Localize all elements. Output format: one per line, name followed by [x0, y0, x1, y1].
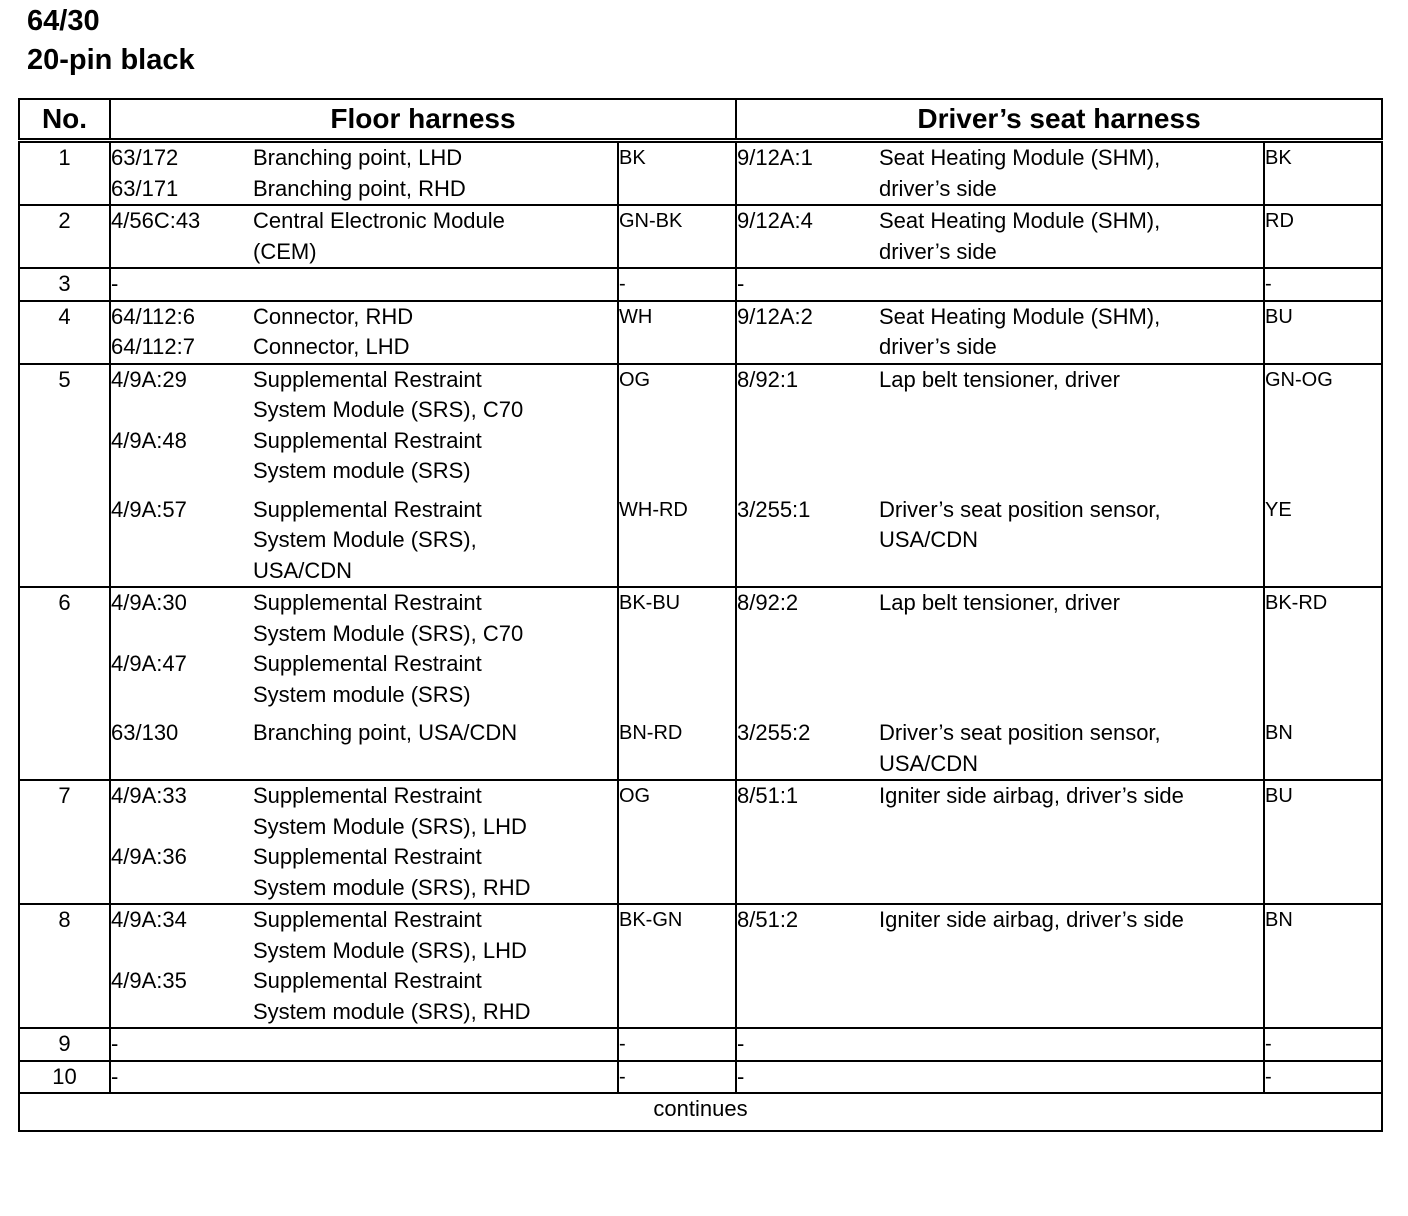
- floor-component-code: 4/9A:34: [111, 907, 187, 932]
- floor-wire-color: BK-GN: [619, 909, 683, 931]
- connector-id: 64/30: [27, 5, 100, 37]
- pin-row: [19, 364, 1382, 588]
- pin-number: 7: [19, 780, 110, 904]
- floor-component-cell: [110, 141, 253, 206]
- driver-component-description: Igniter side airbag, driver’s side: [879, 783, 1184, 808]
- floor-component-code: 4/9A:30: [111, 590, 187, 615]
- floor-component-code: 64/112:6: [111, 303, 196, 329]
- driver-component-cell: [736, 1061, 879, 1094]
- floor-component-description: Supplemental Restraint: [253, 783, 482, 808]
- driver-component-code: -: [737, 271, 745, 296]
- driver-component-description: Lap belt tensioner, driver: [879, 590, 1120, 615]
- driver-component-description: USA/CDN: [879, 750, 979, 776]
- floor-component-description: System module (SRS), RHD: [253, 998, 531, 1024]
- driver-wire-color-cell: [1264, 205, 1382, 268]
- driver-component-code: -: [737, 1063, 745, 1089]
- column-header-drivers-seat-harness: Driver’s seat harness: [736, 99, 1382, 141]
- driver-wire-color: BK: [1265, 147, 1292, 169]
- floor-wire-color: [619, 174, 735, 205]
- floor-component-description: System module (SRS), RHD: [253, 874, 531, 900]
- floor-component-code: 63/172: [111, 145, 179, 170]
- floor-wire-color: -: [619, 1065, 626, 1088]
- driver-description-cell: [879, 301, 1264, 364]
- floor-component-description: System Module (SRS), C70: [253, 620, 524, 646]
- floor-description-cell: [253, 1028, 618, 1061]
- floor-component-cell: [110, 364, 253, 588]
- floor-component-description: Supplemental Restraint: [253, 427, 482, 453]
- driver-component-description: Seat Heating Module (SHM),: [879, 145, 1161, 170]
- pin-number: 8: [19, 904, 110, 1028]
- driver-description-cell: [879, 141, 1264, 206]
- driver-component-code: 8/92:2: [737, 590, 799, 615]
- floor-component-description: [253, 1029, 617, 1060]
- driver-description-cell: [879, 904, 1264, 1028]
- floor-component-code: 64/112:7: [111, 334, 196, 359]
- floor-description-cell: [253, 904, 618, 1028]
- pin-row: [19, 205, 1382, 268]
- floor-description-cell: [253, 205, 618, 268]
- floor-component-description: Supplemental Restraint: [253, 968, 482, 993]
- driver-component-cell: [736, 141, 879, 206]
- driver-description-cell: [879, 780, 1264, 904]
- driver-description-cell: [879, 205, 1264, 268]
- floor-component-description: Branching point, LHD: [253, 145, 463, 170]
- driver-component-description: Driver’s seat position sensor,: [879, 496, 1161, 522]
- driver-wire-color-cell: [1264, 587, 1382, 780]
- floor-component-code: -: [111, 1063, 119, 1089]
- driver-component-description: [879, 1062, 1263, 1093]
- driver-wire-color: -: [1265, 1065, 1272, 1088]
- floor-component-code: -: [111, 271, 119, 296]
- driver-component-cell: [736, 268, 879, 301]
- driver-component-description: Lap belt tensioner, driver: [879, 366, 1120, 392]
- floor-component-description: Branching point, RHD: [253, 175, 466, 201]
- driver-wire-color: BU: [1265, 785, 1293, 807]
- floor-component-cell: [110, 268, 253, 301]
- driver-component-code: 9/12A:2: [737, 303, 813, 329]
- driver-component-code: 8/92:1: [737, 366, 799, 392]
- floor-component-description: Central Electronic Module: [253, 208, 505, 233]
- floor-component-cell: [110, 780, 253, 904]
- floor-wire-color: [619, 332, 735, 363]
- driver-wire-color: BN: [1265, 722, 1293, 744]
- pin-row: [19, 780, 1382, 904]
- floor-component-description: System Module (SRS), C70: [253, 397, 524, 422]
- driver-wire-color: BK-RD: [1265, 592, 1328, 614]
- driver-component-code: 3/255:2: [737, 720, 811, 745]
- floor-wire-color: OG: [619, 368, 651, 391]
- driver-wire-color-cell: [1264, 301, 1382, 364]
- floor-component-code: 4/9A:57: [111, 496, 187, 522]
- driver-wire-color-cell: [1264, 141, 1382, 206]
- pin-number: 10: [19, 1061, 110, 1094]
- driver-wire-color: RD: [1265, 210, 1294, 232]
- floor-component-code: -: [111, 1031, 119, 1056]
- floor-component-description: System Module (SRS), LHD: [253, 937, 527, 963]
- floor-component-cell: [110, 1061, 253, 1094]
- floor-wire-color: -: [619, 273, 626, 295]
- driver-component-cell: [736, 904, 879, 1028]
- pin-number: 5: [19, 364, 110, 588]
- floor-wire-color-cell: [618, 1061, 736, 1094]
- floor-description-cell: [253, 1061, 618, 1094]
- floor-wire-color-cell: [618, 301, 736, 364]
- pin-row: [19, 268, 1382, 301]
- driver-component-cell: [736, 587, 879, 780]
- floor-description-cell: [253, 268, 618, 301]
- floor-component-cell: [110, 904, 253, 1028]
- pin-row: [19, 301, 1382, 364]
- driver-component-cell: [736, 301, 879, 364]
- floor-wire-color-cell: [618, 141, 736, 206]
- floor-description-cell: [253, 587, 618, 780]
- floor-wire-color: WH-RD: [619, 498, 688, 521]
- driver-description-cell: [879, 268, 1264, 301]
- pin-table: [18, 98, 1383, 1132]
- floor-component-code: 4/9A:33: [111, 783, 187, 808]
- floor-wire-color-cell: [618, 780, 736, 904]
- driver-component-code: 8/51:1: [737, 783, 799, 808]
- driver-component-code: -: [737, 1031, 745, 1056]
- floor-wire-color: WH: [619, 305, 653, 328]
- driver-wire-color-cell: [1264, 904, 1382, 1028]
- driver-wire-color: BN: [1265, 909, 1293, 931]
- floor-description-cell: [253, 301, 618, 364]
- floor-description-cell: [253, 780, 618, 904]
- pin-number: 1: [19, 141, 110, 206]
- floor-wire-color: BK: [619, 147, 646, 169]
- floor-component-code: 4/9A:29: [111, 366, 187, 392]
- driver-wire-color: BU: [1265, 305, 1293, 328]
- floor-component-description: System module (SRS): [253, 458, 471, 483]
- floor-component-description: System module (SRS): [253, 681, 471, 707]
- connector-description: 20-pin black: [27, 44, 195, 76]
- floor-component-description: System Module (SRS), LHD: [253, 813, 527, 839]
- floor-component-description: [253, 269, 617, 300]
- floor-wire-color-cell: [618, 268, 736, 301]
- driver-component-description: driver’s side: [879, 238, 997, 264]
- floor-component-code: 4/9A:48: [111, 427, 187, 453]
- floor-component-description: Branching point, USA/CDN: [253, 720, 518, 745]
- floor-wire-color-cell: [618, 587, 736, 780]
- driver-wire-color-cell: [1264, 1028, 1382, 1061]
- floor-component-description: Supplemental Restraint: [253, 496, 482, 522]
- floor-component-description: Supplemental Restraint: [253, 366, 482, 392]
- driver-component-cell: [736, 780, 879, 904]
- driver-component-description: Igniter side airbag, driver’s side: [879, 907, 1184, 932]
- pin-number: 6: [19, 587, 110, 780]
- floor-component-description: (CEM): [253, 238, 317, 264]
- floor-wire-color-cell: [618, 1028, 736, 1061]
- driver-wire-color: GN-OG: [1265, 368, 1333, 391]
- floor-component-cell: [110, 1028, 253, 1061]
- header-row: [19, 99, 1382, 141]
- floor-wire-color-cell: [618, 904, 736, 1028]
- floor-component-description: Supplemental Restraint: [253, 651, 482, 676]
- pin-row: [19, 1061, 1382, 1094]
- floor-description-cell: [253, 141, 618, 206]
- floor-component-cell: [110, 301, 253, 364]
- driver-wire-color-cell: [1264, 268, 1382, 301]
- floor-wire-color: [619, 842, 735, 873]
- pin-number: 4: [19, 301, 110, 364]
- floor-wire-color-cell: [618, 205, 736, 268]
- floor-wire-color: OG: [619, 785, 651, 807]
- floor-component-code: 4/9A:35: [111, 968, 187, 993]
- floor-component-cell: [110, 205, 253, 268]
- driver-description-cell: [879, 587, 1264, 780]
- footer-row: [19, 1093, 1382, 1131]
- driver-description-cell: [879, 1028, 1264, 1061]
- pin-number: 9: [19, 1028, 110, 1061]
- driver-component-cell: [736, 205, 879, 268]
- driver-wire-color: -: [1265, 273, 1272, 295]
- floor-wire-color: BN-RD: [619, 722, 683, 744]
- driver-component-description: driver’s side: [879, 334, 997, 359]
- floor-component-description: Supplemental Restraint: [253, 844, 482, 869]
- pin-row: [19, 1028, 1382, 1061]
- driver-component-description: USA/CDN: [879, 527, 979, 552]
- continues-note: continues: [19, 1093, 1382, 1131]
- driver-wire-color: YE: [1265, 498, 1292, 521]
- floor-component-description: Connector, RHD: [253, 303, 414, 329]
- driver-wire-color: -: [1265, 1033, 1272, 1055]
- floor-component-description: System Module (SRS),: [253, 527, 477, 552]
- driver-component-code: 8/51:2: [737, 907, 799, 932]
- floor-component-description: [253, 1062, 617, 1093]
- driver-description-cell: [879, 364, 1264, 588]
- floor-wire-color: [619, 426, 735, 457]
- driver-component-code: 9/12A:1: [737, 145, 813, 170]
- pin-row: [19, 904, 1382, 1028]
- driver-component-description: Seat Heating Module (SHM),: [879, 303, 1161, 329]
- floor-component-code: 63/171: [111, 175, 179, 201]
- floor-wire-color: GN-BK: [619, 210, 683, 232]
- column-header-no: No.: [19, 99, 110, 141]
- floor-component-description: USA/CDN: [253, 557, 353, 583]
- driver-wire-color-cell: [1264, 1061, 1382, 1094]
- driver-component-description: [879, 269, 1263, 300]
- driver-component-cell: [736, 364, 879, 588]
- floor-component-code: 63/130: [111, 720, 179, 745]
- floor-description-cell: [253, 364, 618, 588]
- driver-component-code: 9/12A:4: [737, 208, 813, 233]
- driver-wire-color-cell: [1264, 780, 1382, 904]
- floor-component-description: Supplemental Restraint: [253, 907, 482, 932]
- pin-number: 2: [19, 205, 110, 268]
- pin-row: [19, 587, 1382, 780]
- driver-component-description: [879, 1029, 1263, 1060]
- pin-number: 3: [19, 268, 110, 301]
- floor-component-code: 4/9A:47: [111, 651, 187, 676]
- pin-row: [19, 141, 1382, 206]
- driver-component-cell: [736, 1028, 879, 1061]
- driver-component-code: 3/255:1: [737, 496, 811, 522]
- floor-wire-color: [619, 649, 735, 680]
- driver-component-description: driver’s side: [879, 175, 997, 201]
- column-header-floor-harness: Floor harness: [110, 99, 736, 141]
- floor-component-code: 4/56C:43: [111, 208, 201, 233]
- floor-component-cell: [110, 587, 253, 780]
- driver-component-description: Driver’s seat position sensor,: [879, 720, 1161, 745]
- floor-wire-color: BK-BU: [619, 592, 681, 614]
- floor-component-description: Supplemental Restraint: [253, 590, 482, 615]
- driver-component-description: Seat Heating Module (SHM),: [879, 208, 1161, 233]
- driver-description-cell: [879, 1061, 1264, 1094]
- floor-wire-color-cell: [618, 364, 736, 588]
- floor-component-description: Connector, LHD: [253, 334, 410, 359]
- floor-component-code: 4/9A:36: [111, 844, 187, 869]
- floor-wire-color: -: [619, 1033, 626, 1055]
- driver-wire-color-cell: [1264, 364, 1382, 588]
- floor-wire-color: [619, 966, 735, 997]
